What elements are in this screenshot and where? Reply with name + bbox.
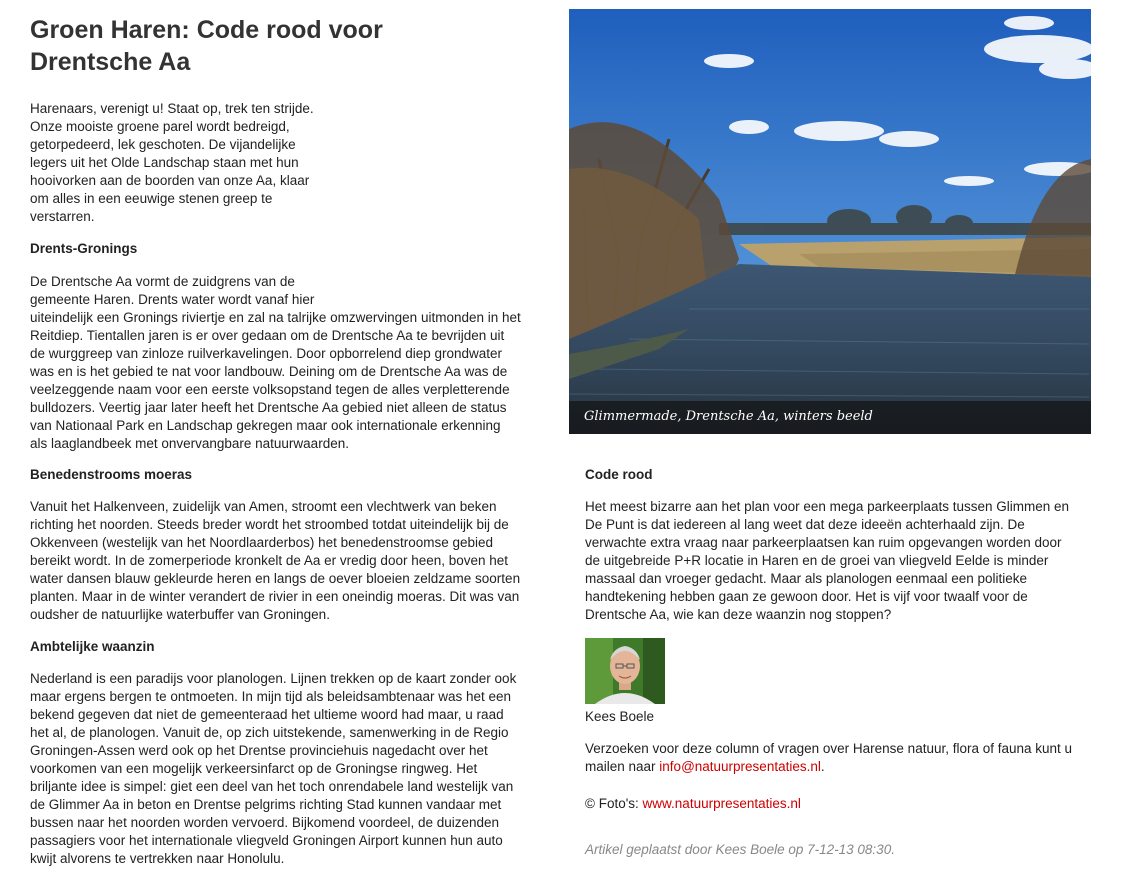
section-heading-ambtelijke-waanzin: Ambtelijke waanzin [30, 639, 155, 654]
contact-text: Verzoeken voor deze column of vragen over Harense natuur, flora of fauna kunt u mailen naar [585, 741, 1073, 774]
photos-credit-label: © Foto's: [585, 796, 643, 811]
author-avatar [585, 638, 665, 704]
photos-credit-link[interactable]: www.natuurpresentaties.nl [642, 796, 801, 811]
landscape-image [569, 9, 1091, 434]
intro-paragraph: Harenaars, verenigt u! Staat op, trek ten strijde. Onze mooiste groene parel wordt bedreigd, getorpedeerd, lek geschoten. De vijandelijke legers uit het Olde Landschap staan met hun hooivorken aan de boorden van onze Aa, klaar om alles in een eeuwige stenen greep te verstarren. [30, 101, 314, 224]
section-text-ambtelijke-waanzin: Nederland is een paradijs voor planologen. Lijnen trekken op de kaart zonder ook maar ergens bergen te ontmoeten. In mijn tijd als beleidsambtenaar was het een bekend gegeven dat niet de gemeenteraad het ultieme woord had maar, u raad het al, de planologen. Vanuit de, op zich uitstekende, samenwerking in de Regio Groningen-Assen werd ook op het Drentse provinciehuis nagedacht over het voorkomen van een mogelijk verkeersinfarct op de Groningse ringweg. Het briljante idee is simpel: giet een deel van het toch onrendabele land westelijk van de Glimmer Aa in beton en Drentse pelgrims richting Stad kunnen vandaar met bussen naar het noorden worden vervoerd. Bijkomend voordeel, de duizenden passagiers voor het internationale vliegveld Groningen Airport kunnen hun auto kwijt alvorens te vertrekken naar Honolulu. [30, 671, 517, 866]
photo-caption: Glimmermade, Drentsche Aa, winters beeld [584, 409, 873, 424]
contact-paragraph [585, 740, 1115, 776]
section-heading-benedenstrooms: Benedenstrooms moeras [30, 467, 193, 482]
section-heading-drents-gronings: Drents-Gronings [30, 241, 138, 256]
contact-suffix: . [820, 759, 825, 774]
article-title: Groen Haren: Code rood voor Drentsche Aa [30, 16, 383, 76]
section-text-code-rood: Het meest bizarre aan het plan voor een mega parkeerplaats tussen Glimmen en De Punt is dat iedereen al lang weet dat deze ideeën achterhaald zijn. De verwachte extra vraag naar parkeerplaatsen kan ruim opgevangen worden door de uitgebreide P+R locatie in Haren en de groei van vliegveld Eelde is minder massaal dan vroeger gedacht. Maar als planologen eenmaal een politieke handtekening hebben gaan ze gewoon door. Het is vijf voor twaalf voor de Drentsche Aa, wie kan deze waanzin nog stoppen? [585, 499, 1070, 622]
article-byline: Artikel geplaatst door Kees Boele op 7-12-13 08:30. [585, 842, 895, 857]
author-name: Kees Boele [585, 709, 655, 724]
contact-email-link[interactable]: info@natuurpresentaties.nl [659, 759, 821, 774]
section-heading-code-rood: Code rood [585, 467, 653, 482]
section-text-benedenstrooms: Vanuit het Halkenveen, zuidelijk van Amen, stroomt een vlechtwerk van beken richting het noorden. Steeds breder wordt het stroombed totdat uiteindelijk bij de Okkenveen (westelijk van het Noordlaarderbos) het benedenstroomse gebied bereikt wordt. In de zomerperiode kronkelt de Aa er vredig door heen, boven het water dansen blauw gekleurde heren en langs de oever bloeien zeldzame soorten planten. Maar in de winter verandert de rivier in een oneindig moeras. Dit was van oudsher de natuurlijke waterbuffer van Groningen. [30, 499, 521, 622]
photo-caption-bar [569, 401, 1091, 434]
photos-credit [585, 795, 1115, 813]
section-text-drents-gronings: De Drentsche Aa vormt de zuidgrens van de gemeente Haren. Drents water wordt vanaf hier uiteindelijk een Gronings riviertje en zal na talrijke omzwervingen uitmonden in het Reitdiep. Tientallen jaren is er over gedaan om de Drentsche Aa te bevrijden uit de wurggreep van zinloze ruilverkavelingen. Door opborrelend diep grondwater was en is het gebied te nat voor landbouw. Deining om de Drentsche Aa was de veelzeggende naam voor een eerste volksopstand tegen de alles verpletterende bulldozers. Veertig jaar later heeft het Drentsche Aa gebied niet alleen de status van Nationaal Park en Landschap gekregen maar ook internationale erkenning als laaglandbeek met onvervangbare natuurwaarden. [30, 274, 521, 451]
hero-photo [569, 9, 1091, 434]
